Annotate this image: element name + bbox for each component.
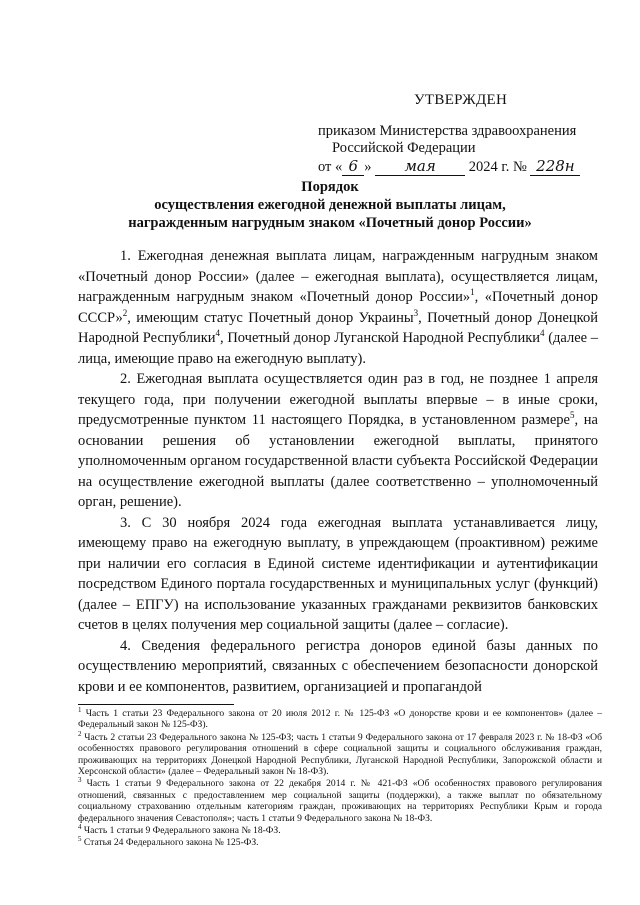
paragraph-2-text-a: 2. Ежегодная выплата осуществляется один раз в год, не позднее 1 апреля текущего года, при получении ежегодной выплаты впервые – в иные сроки, предусмотренные пунктом 11 настоящего Порядка, в установленном размере bbox=[78, 371, 598, 428]
document-title bbox=[60, 178, 600, 232]
footnote-ref-4a: 4 bbox=[215, 328, 221, 339]
footnote-ref-2: 2 bbox=[122, 307, 128, 318]
paragraph-1-text-d: , Почетный донор Донецкой Народной Республики bbox=[78, 309, 598, 346]
approval-heading: УТВЕРЖДЕН bbox=[414, 92, 508, 108]
date-mid: » bbox=[364, 159, 372, 175]
footnote-3 bbox=[78, 778, 602, 824]
footnote-separator bbox=[78, 704, 234, 705]
footnote-2-text: Часть 2 статьи 23 Федерального закона № 125-ФЗ; часть 1 статьи 9 Федерального закона от 17 февраля 2023 г. № 18-ФЗ «Об особенностях правового регулирования отношений в сфере социальной защиты и социального обслуживания граждан, проживающих на территориях Донецкой Народной Республики, Луганской Народной Республики, Запорожской области и Херсонской области» (далее – Федеральный закон № 18-ФЗ). bbox=[78, 731, 602, 778]
paragraph-1-text-e: , Почетный донор Луганской Народной Республики bbox=[220, 330, 541, 346]
footnote-3-text: Часть 1 статьи 9 Федерального закона от 22 декабря 2014 г. № 421-ФЗ «Об особенностях правового регулирования отношений, связанных с предоставлением мер социальной защиты (поддержки), а также выплат по обязательному социальному страхованию отдельным категориям граждан, проживающих на территориях Республики Крым и города федерального значения Севастополя»; часть 1 статьи 9 Федерального закона № 18-ФЗ. bbox=[78, 778, 602, 824]
footnote-ref-4b: 4 bbox=[540, 328, 545, 339]
footnote-1-text: Часть 1 статьи 23 Федерального закона от 20 июля 2012 г. № 125-ФЗ «О донорстве крови и ее компонентов» (далее – Федеральный закон № 125-ФЗ). bbox=[78, 708, 602, 731]
paragraph-1-text-b: , «Почетный донор СССР» bbox=[78, 289, 598, 326]
footnote-5-text: Статья 24 Федерального закона № 125-ФЗ. bbox=[81, 837, 259, 849]
footnote-4-text: Часть 1 статьи 9 Федерального закона № 18-ФЗ. bbox=[81, 825, 281, 837]
paragraph-1-text-f: (далее – лица, имеющие право на ежегодную выплату). bbox=[78, 330, 598, 367]
title-line-1: Порядок bbox=[301, 179, 359, 195]
title-line-3: награжденным нагрудным знаком «Почетный донор России» bbox=[128, 215, 532, 231]
footnote-4-number: 4 bbox=[78, 822, 82, 831]
paragraph-1-text-c: , имеющим статус Почетный донор Украины bbox=[127, 309, 414, 326]
year-text: 2024 г. № bbox=[468, 159, 527, 175]
footnote-2-number: 2 bbox=[78, 729, 82, 738]
approval-line-federation: Российской Федерации bbox=[332, 140, 476, 156]
approval-date-line bbox=[318, 158, 618, 176]
footnote-1-number: 1 bbox=[78, 705, 82, 714]
paragraph-2-text-b: , на основании решения об установлении ежегодной выплаты, принятого уполномоченным органом государственной власти субъекта Российской Федерации на осуществление ежегодной выплаты (далее соответственно – уполномоченный орган, решение). bbox=[78, 412, 598, 510]
document-body bbox=[78, 246, 598, 697]
footnote-ref-3: 3 bbox=[413, 307, 419, 318]
footnote-4 bbox=[78, 822, 602, 837]
handwritten-day: 6 bbox=[342, 158, 364, 176]
date-prefix: от « bbox=[318, 159, 343, 175]
footnote-ref-5: 5 bbox=[569, 410, 575, 421]
footnotes bbox=[78, 705, 602, 850]
handwritten-order-number: 228н bbox=[530, 158, 580, 176]
paragraph-2 bbox=[78, 369, 598, 513]
paragraph-3: 3. С 30 ноября 2024 года ежегодная выплата устанавливается лицу, имеющему право на ежегодную выплату, в упреждающем (проактивном) режиме при наличии его согласия в Единой системе идентификации и аутентификации посредством Единого портала государственных и муниципальных услуг (функций) (далее – ЕПГУ) на использование указанных гражданами реквизитов банковских счетов в целях получения мер социальной защиты (далее – согласие). bbox=[78, 514, 598, 633]
handwritten-month: мая bbox=[375, 158, 465, 176]
title-line-2: осуществления ежегодной денежной выплаты лицам, bbox=[154, 197, 506, 213]
footnote-2 bbox=[78, 729, 602, 778]
footnote-5 bbox=[78, 837, 602, 848]
approval-line-ministry: приказом Министерства здравоохранения bbox=[318, 123, 577, 139]
footnote-ref-1: 1 bbox=[470, 287, 475, 298]
approval-block bbox=[318, 92, 618, 176]
footnote-3-number: 3 bbox=[78, 776, 82, 785]
paragraph-1 bbox=[78, 246, 598, 369]
footnote-5-number: 5 bbox=[78, 835, 82, 844]
footnote-1 bbox=[78, 705, 602, 731]
paragraph-1-text-a: 1. Ежегодная денежная выплата лицам, награжденным нагрудным знаком «Почетный донор России» (далее – ежегодная выплата), осуществляется лицам, награжденным нагрудным знаком «Почетный донор России» bbox=[78, 248, 598, 305]
paragraph-4: 4. Сведения федерального регистра доноров единой базы данных по осуществлению мероприятий, связанных с обеспечением безопасности донорской крови и ее компонентов, развитием, организацией и пропагандой bbox=[78, 637, 598, 695]
